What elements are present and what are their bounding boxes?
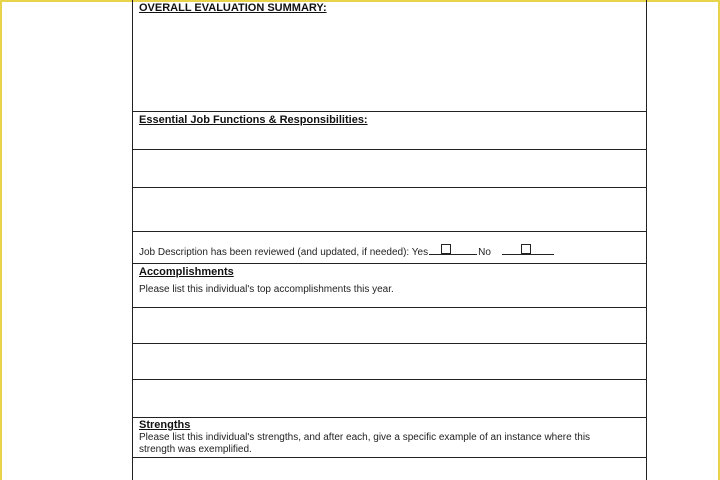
essential-functions-heading: Essential Job Functions & Responsibilities:: [139, 114, 368, 126]
yes-checkbox[interactable]: [441, 244, 451, 254]
accomplishments-instruction: Please list this individual's top accomplishments this year.: [139, 284, 394, 295]
no-checkbox[interactable]: [521, 244, 531, 254]
overall-summary-heading: OVERALL EVALUATION SUMMARY:: [139, 2, 327, 14]
essential-functions-entry-row[interactable]: [133, 150, 646, 188]
job-description-review-row: [133, 232, 646, 264]
accomplishments-section[interactable]: [133, 264, 646, 308]
yes-blank: [429, 244, 477, 255]
no-blank: [502, 244, 554, 255]
essential-functions-section[interactable]: [133, 112, 646, 150]
strengths-heading: Strengths: [139, 419, 191, 431]
accomplishments-entry-row[interactable]: [133, 308, 646, 344]
overall-summary-section[interactable]: [133, 0, 646, 112]
job-description-review-text: Job Description has been reviewed (and updated, if needed): Yes: [139, 247, 429, 258]
strengths-instruction-line1: Please list this individual's strengths, and after each, give a specific example of an instance where this: [139, 432, 591, 443]
accomplishments-entry-row[interactable]: [133, 344, 646, 380]
strengths-instruction-line2: strength was exemplified.: [139, 444, 252, 455]
accomplishments-entry-row[interactable]: [133, 380, 646, 418]
no-label: No: [478, 247, 491, 258]
essential-functions-entry-row[interactable]: [133, 188, 646, 232]
evaluation-form-table: [132, 0, 647, 480]
job-description-review-line: [139, 244, 555, 258]
strengths-section[interactable]: [133, 418, 646, 458]
strengths-entry-row[interactable]: [133, 458, 646, 480]
accomplishments-heading: Accomplishments: [139, 266, 234, 278]
